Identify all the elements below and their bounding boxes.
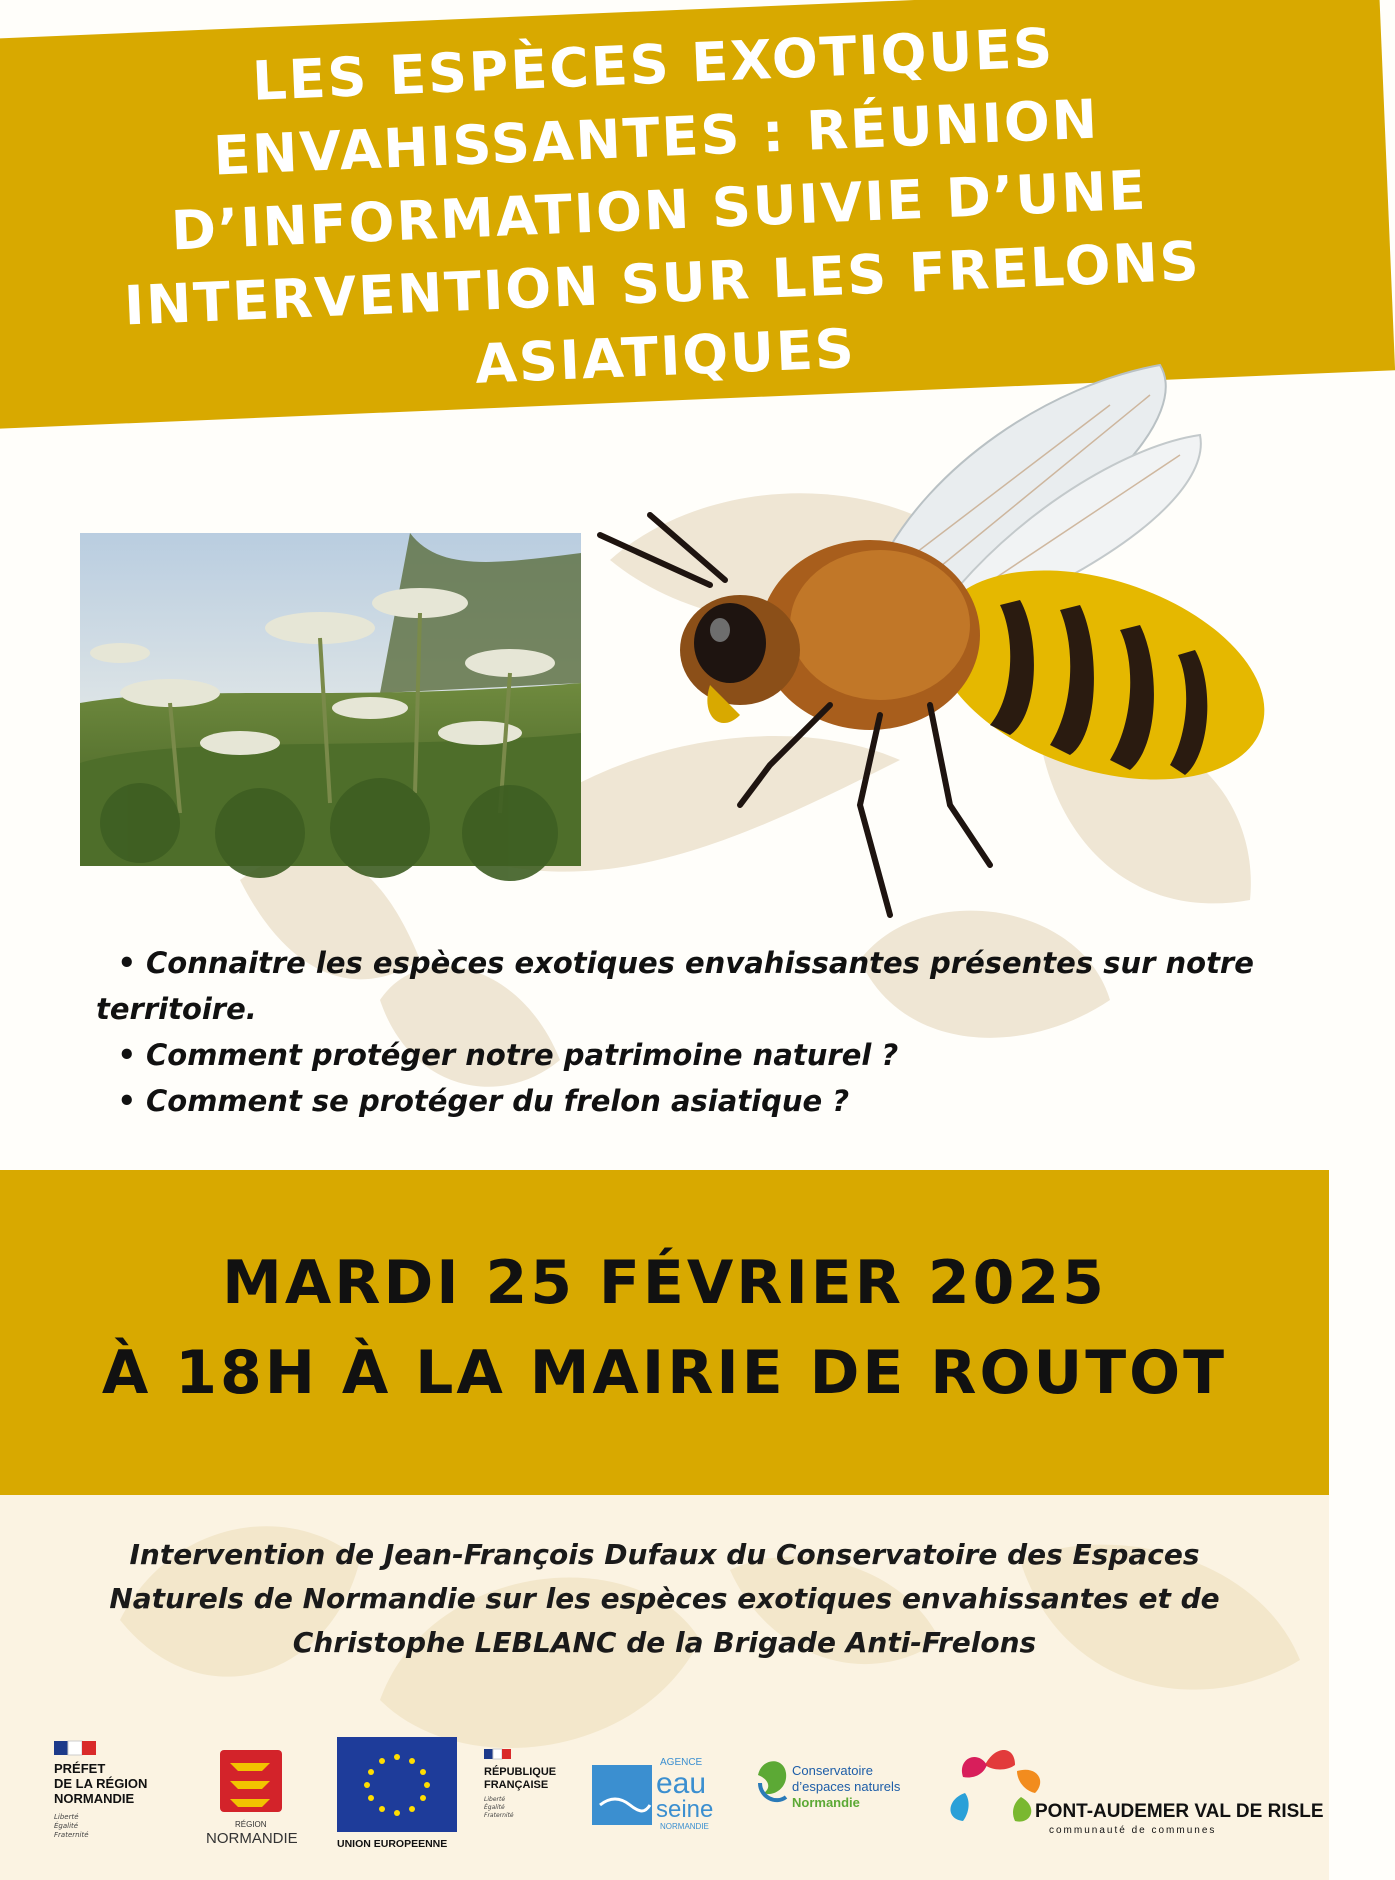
svg-text:AGENCE: AGENCE <box>660 1757 703 1768</box>
bullet-icon: • <box>117 1038 136 1072</box>
bullet-icon: • <box>117 1084 136 1118</box>
svg-text:Normandie: Normandie <box>792 1795 860 1810</box>
svg-text:NORMANDIE: NORMANDIE <box>660 1822 709 1831</box>
svg-text:RÉGION: RÉGION <box>235 1820 267 1829</box>
svg-text:eau: eau <box>656 1767 707 1800</box>
svg-text:PRÉFET: PRÉFET <box>54 1761 106 1776</box>
event-date: MARDI 25 FÉVRIER 2025 <box>222 1248 1107 1318</box>
svg-text:DE LA RÉGION: DE LA RÉGION <box>54 1776 148 1791</box>
list-item: • Comment protéger notre patrimoine naturel ? <box>96 1032 1296 1078</box>
svg-text:FRANÇAISE: FRANÇAISE <box>484 1779 549 1791</box>
conservatoire-espaces-naturels-logo <box>750 1735 930 1855</box>
agence-eau-seine-normandie-logo <box>590 1735 720 1855</box>
page-title: LES ESPÈCES EXOTIQUES ENVAHISSANTES : RÉUNION D’INFORMATION SUIVIE D’UNE INTERVENTION SUR LES FRELONS ASIATIQUES <box>122 16 1202 396</box>
svg-text:Fraternité: Fraternité <box>54 1831 89 1839</box>
event-place: À 18H À LA MAIRIE DE ROUTOT <box>101 1338 1228 1408</box>
topics-list <box>96 940 1296 1124</box>
region-normandie-logo <box>200 1735 310 1855</box>
hornet-illustration <box>630 385 1280 945</box>
svg-text:communauté de communes: communauté de communes <box>1049 1825 1217 1836</box>
svg-text:Égalité: Égalité <box>484 1804 505 1811</box>
event-banner <box>0 1170 1329 1495</box>
svg-text:NORMANDIE: NORMANDIE <box>206 1830 298 1847</box>
svg-text:Égalité: Égalité <box>54 1822 79 1830</box>
speakers-credits: Intervention de Jean-François Dufaux du Conservatoire des Espaces Naturels de Normandie sur les espèces exotiques envahissantes et de Christophe LEBLANC de la Brigade Anti-Frelons <box>109 1538 1220 1659</box>
svg-text:Conservatoire: Conservatoire <box>792 1763 873 1778</box>
svg-text:Fraternité: Fraternité <box>484 1812 514 1819</box>
list-item: territoire. <box>96 992 257 1026</box>
list-item: • Connaitre les espèces exotiques envahissantes présentes sur notre <box>96 940 1296 986</box>
prefet-normandie-logo <box>50 1735 170 1855</box>
hogweed-photo <box>80 533 581 866</box>
bullet-icon: • <box>117 946 136 980</box>
svg-text:UNION EUROPEENNE: UNION EUROPEENNE <box>337 1838 448 1850</box>
partner-logos <box>50 1735 1324 1865</box>
svg-text:Liberté: Liberté <box>54 1813 79 1821</box>
svg-text:NORMANDIE: NORMANDIE <box>54 1791 135 1806</box>
svg-text:RÉPUBLIQUE: RÉPUBLIQUE <box>484 1766 557 1778</box>
pont-audemer-val-de-risle-logo <box>945 1735 1324 1855</box>
svg-text:PONT-AUDEMER VAL DE RISLE: PONT-AUDEMER VAL DE RISLE <box>1035 1801 1324 1822</box>
svg-text:Liberté: Liberté <box>484 1796 506 1803</box>
svg-text:seine: seine <box>656 1796 714 1823</box>
republique-francaise-logo <box>480 1735 580 1855</box>
list-item: • Comment se protéger du frelon asiatique ? <box>96 1078 1296 1124</box>
eu-flag-logo <box>335 1735 460 1855</box>
svg-text:d’espaces naturels: d’espaces naturels <box>792 1779 901 1794</box>
